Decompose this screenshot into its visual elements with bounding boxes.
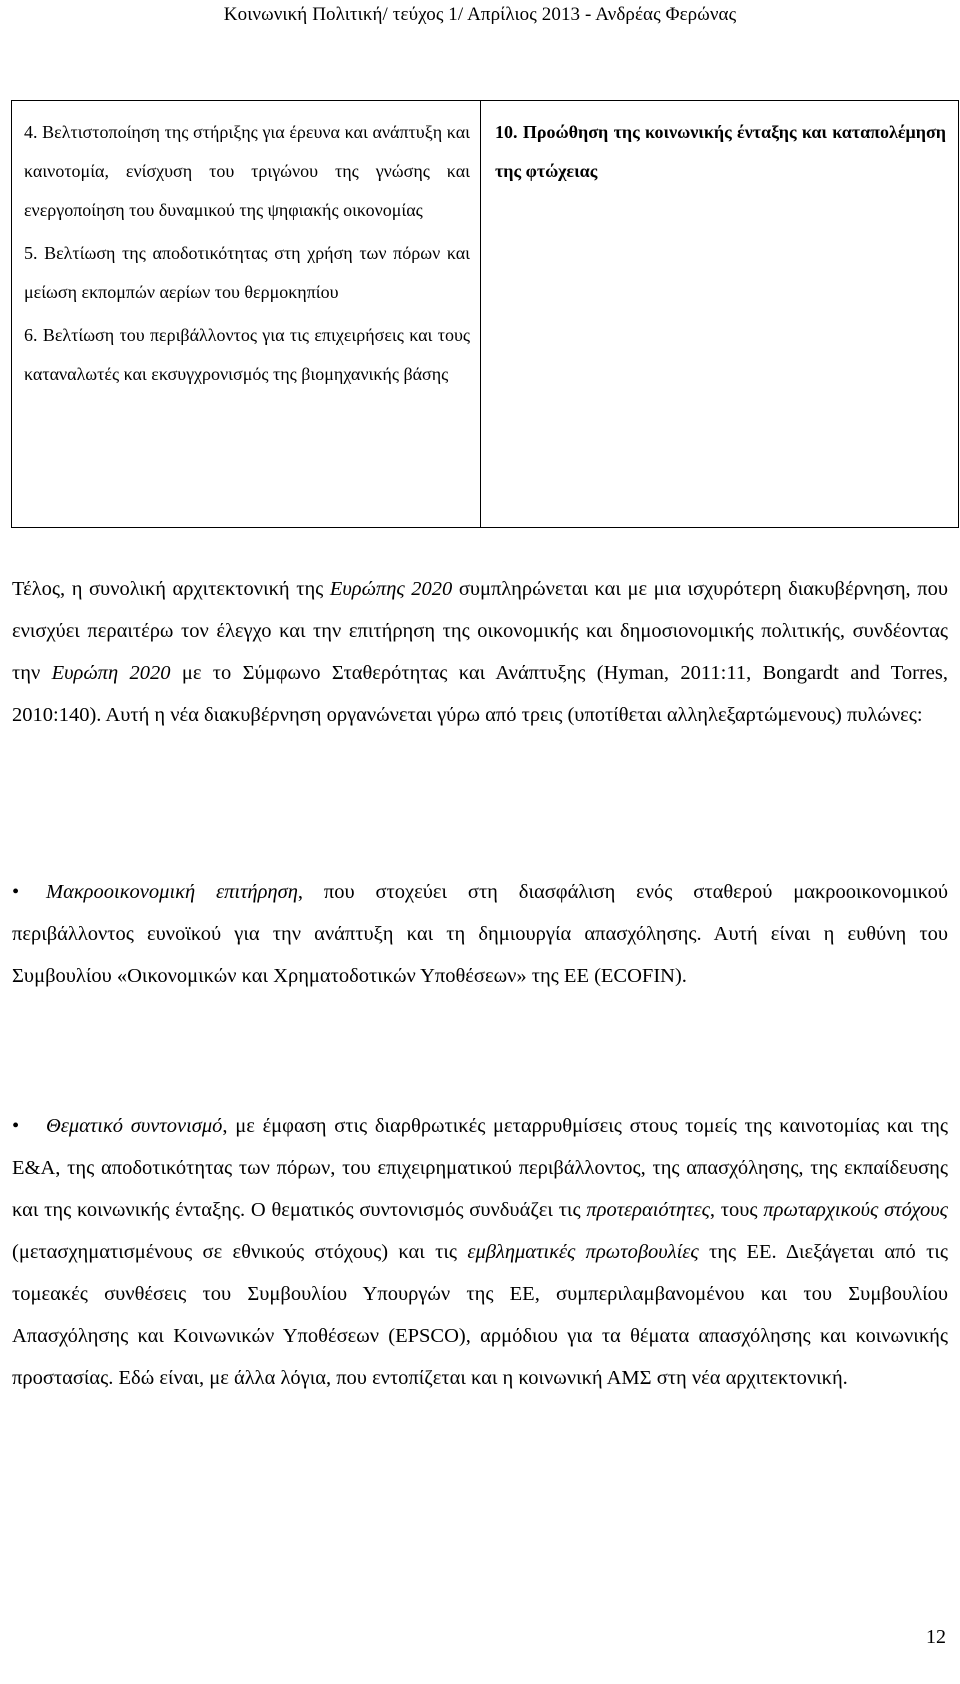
italic-run: προτεραιότητες xyxy=(586,1199,710,1221)
text-run: (μετασχηματισμένους σε εθνικούς στόχους) και τις xyxy=(12,1241,468,1263)
text-run: συμπληρώνεται και με μια ισχυρότερη διακυβέρνηση, που ενισχύει περαιτέρω τον έλεγχο και την επιτήρηση της οικονομικής και δημοσιονομικής πολιτικής, συνδέοντας την xyxy=(12,578,948,684)
text-run: Τέλος, η συνολική αρχιτεκτονική της xyxy=(12,578,330,600)
bullet-marker: • xyxy=(12,881,20,903)
running-header: Κοινωνική Πολιτική/ τεύχος 1/ Απρίλιος 2013 - Ανδρέας Φερώνας xyxy=(223,4,737,25)
list-item: 10. Προώθηση της κοινωνικής ένταξης και καταπολέμηση της φτώχειας xyxy=(495,122,946,181)
italic-run: Ευρώπη 2020 xyxy=(51,662,171,684)
list-item: 4. Βελτιστοποίηση της στήριξης για έρευνα και ανάπτυξη και καινοτομία, ενίσχυση του τριγώνου της γνώσης και ενεργοποίηση του δυναμικού της ψηφιακής οικονομίας xyxy=(24,122,470,220)
list-item: 5. Βελτίωση της αποδοτικότητας στη χρήση των πόρων και μείωση εκπομπών αερίων του θερμοκηπίου xyxy=(24,243,470,302)
bullet-macroeconomic-surveillance xyxy=(12,871,948,997)
text-run: , με έμφαση στις διαρθρωτικές μεταρρυθμίσεις στους τομείς της καινοτομίας και της Ε&Α, της αποδοτικότητας των πόρων, του επιχειρηματικού περιβάλλοντος, της απασχόλησης, της εκπαίδευσης και της κοινωνικής ένταξης. Ο θεματικός συντονισμός συνδυάζει τις xyxy=(12,1115,948,1221)
list-item: 6. Βελτίωση του περιβάλλοντος για τις επιχειρήσεις και τους καταναλωτές και εκσυγχρονισμός της βιομηχανικής βάσης xyxy=(24,325,470,384)
page-number: 12 xyxy=(926,1626,946,1648)
table-cell-right xyxy=(481,101,958,527)
italic-run: Μακροοικονομική επιτήρηση xyxy=(46,881,298,903)
italic-run: πρωταρχικούς στόχους xyxy=(763,1199,949,1221)
italic-run: Ευρώπης 2020 xyxy=(329,578,453,600)
bullet-marker: • xyxy=(12,1115,20,1137)
italic-run: εμβληματικές πρωτοβουλίες xyxy=(467,1241,699,1263)
bullet-thematic-coordination xyxy=(12,1105,948,1399)
table-cell-left xyxy=(12,101,481,527)
text-run: , που στοχεύει στη διασφάλιση ενός σταθερού μακροοικονομικού περιβάλλοντος ευνοϊκού για την ανάπτυξη και τη δημιουργία απασχόλησης. Αυτή είναι η ευθύνη του Συμβουλίου «Οικονομικών και Χρηματοδοτικών Υποθέσεων» της ΕΕ (ECOFIN). xyxy=(12,881,948,987)
paragraph-governance xyxy=(12,568,948,736)
text-run: της ΕΕ. Διεξάγεται από τις τομεακές συνθέσεις του Συμβουλίου Υπουργών της ΕΕ, συμπεριλαμβανομένου και του Συμβουλίου Απασχόλησης και Κοινωνικών Υποθέσεων (EPSCO), αρμόδιου για τα θέματα απασχόλησης και κοινωνικής προστασίας. Εδώ είναι, με άλλα λόγια, που εντοπίζεται και η κοινωνική ΑΜΣ στη νέα αρχιτεκτονική. xyxy=(12,1241,948,1389)
italic-run: Θεματικό συντονισμό xyxy=(46,1115,223,1137)
text-run: , τους xyxy=(709,1199,764,1221)
objectives-table xyxy=(11,100,959,528)
text-run: με το Σύμφωνο Σταθερότητας και Ανάπτυξης (Hyman, 2011:11, Bongardt and Torres, 2010:140). Αυτή η νέα διακυβέρνηση οργανώνεται γύρω από τρεις (υποτίθεται αλληλεξαρτώμενους) πυλώνες: xyxy=(12,662,949,726)
